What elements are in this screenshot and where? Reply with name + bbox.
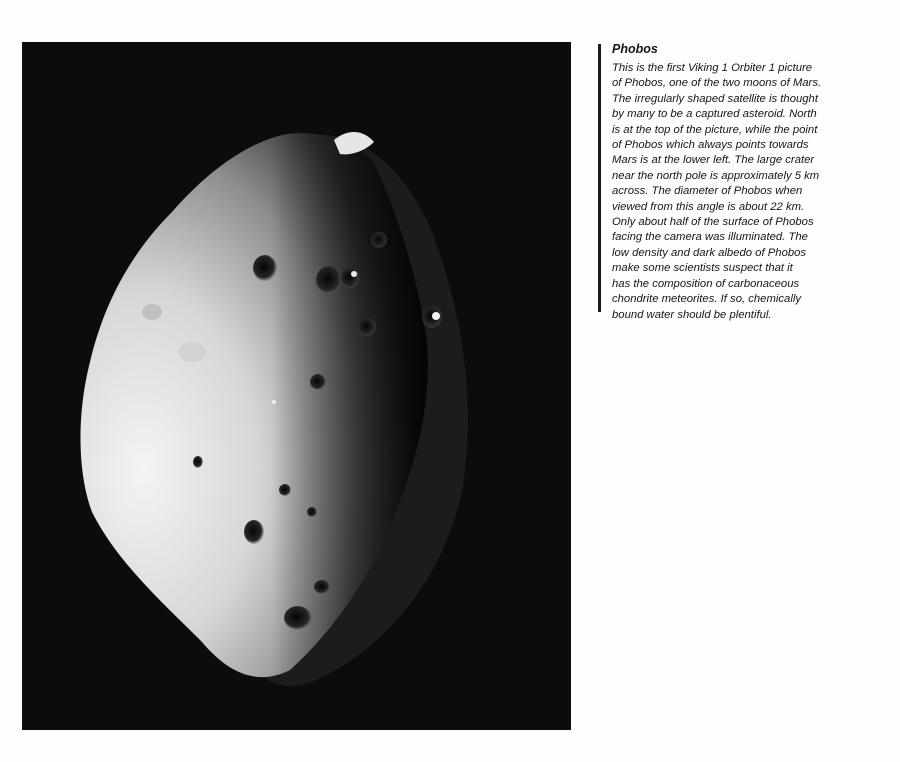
caption-title: Phobos [612,42,658,56]
caption-block [612,40,887,323]
phobos-photograph [22,42,571,730]
caption-body: This is the first Viking 1 Orbiter 1 picture of Phobos, one of the two moons of Mars. The irregularly shaped satellite is thought by many to be a captured asteroid. North is at the top of the picture, while the point of Phobos which always points towards Mars is at the lower left. The large crater near the north pole is approximately 5 km across. The diameter of Phobos when viewed from this angle is about 22 km. Only about half of the surface of Phobos facing the camera was illuminated. The low density and dark albedo of Phobos make some scientists suspect that it has the composition of carbonaceous chondrite meteorites. If so, chemically bound water should be plentiful. [612,62,822,321]
caption-rule [598,44,601,312]
phobos-image [22,42,571,730]
